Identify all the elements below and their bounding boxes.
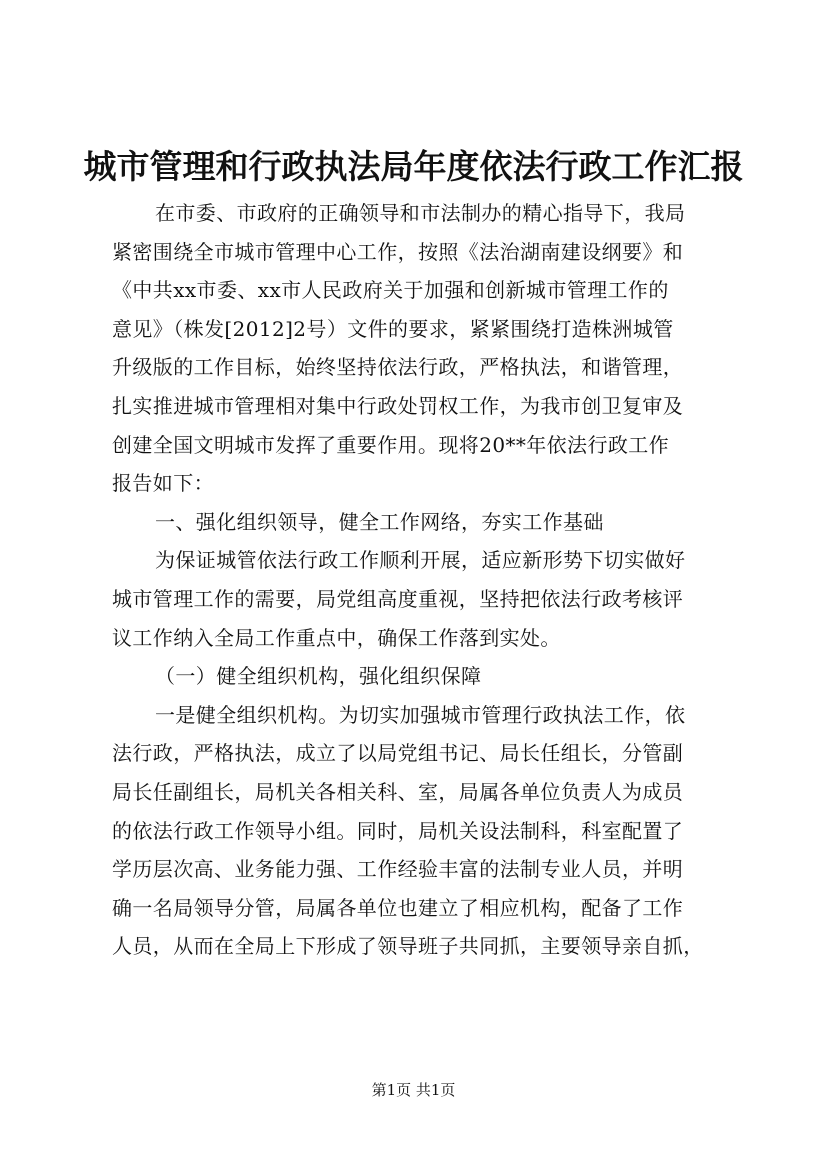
paragraph-line: 议工作纳入全局工作重点中，确保工作落到实处。 bbox=[112, 625, 561, 650]
paragraph-line: 学历层次高、业务能力强、工作经验丰富的法制专业人员，并明 bbox=[112, 857, 684, 882]
paragraph-line: 局长任副组长，局机关各相关科、室，局属各单位负责人为成员 bbox=[112, 779, 684, 804]
paragraph-line: 确一名局领导分管，局属各单位也建立了相应机构，配备了工作 bbox=[112, 895, 684, 920]
section-heading: 一、强化组织领导，健全工作网络，夯实工作基础 bbox=[155, 509, 604, 534]
paragraph-line: 为保证城管依法行政工作顺利开展，适应新形势下切实做好 bbox=[155, 548, 686, 573]
paragraph-line: 报告如下： bbox=[112, 471, 214, 496]
paragraph-line: 法行政，严格执法，成立了以局党组书记、局长任组长，分管副 bbox=[112, 741, 684, 766]
paragraph-line: 的依法行政工作领导小组。同时，局机关设法制科，科室配置了 bbox=[112, 818, 684, 843]
document-title: 城市管理和行政执法局年度依法行政工作汇报 bbox=[83, 147, 744, 186]
paragraph-line: 升级版的工作目标，始终坚持依法行政，严格执法，和谐管理， bbox=[112, 355, 684, 380]
paragraph-line: 创建全国文明城市发挥了重要作用。现将20**年依法行政工作 bbox=[112, 432, 670, 457]
subsection-heading: （一）健全组织机构，强化组织保障 bbox=[155, 664, 482, 689]
paragraph-line: 一是健全组织机构。为切实加强城市管理行政执法工作，依 bbox=[155, 702, 686, 727]
paragraph-line: 意见》（株发[2012]2号）文件的要求，紧紧围绕打造株洲城管 bbox=[112, 316, 674, 341]
document-body bbox=[112, 194, 722, 966]
paragraph-line: 在市委、市政府的正确领导和市法制办的精心指导下，我局 bbox=[155, 201, 686, 225]
paragraph-line: 人员，从而在全局上下形成了领导班子共同抓，主要领导亲自抓， bbox=[112, 934, 704, 959]
paragraph-line: 扎实推进城市管理相对集中行政处罚权工作，为我市创卫复审及 bbox=[112, 393, 684, 418]
paragraph-line: 《中共xx市委、xx市人民政府关于加强和创新城市管理工作的 bbox=[112, 278, 669, 303]
paragraph-line: 城市管理工作的需要，局党组高度重视，坚持把依法行政考核评 bbox=[112, 586, 684, 611]
paragraph-line: 紧密围绕全市城市管理中心工作，按照《法治湖南建设纲要》和 bbox=[112, 239, 684, 264]
page-number-footer: 第1页 共1页 bbox=[371, 1081, 456, 1099]
